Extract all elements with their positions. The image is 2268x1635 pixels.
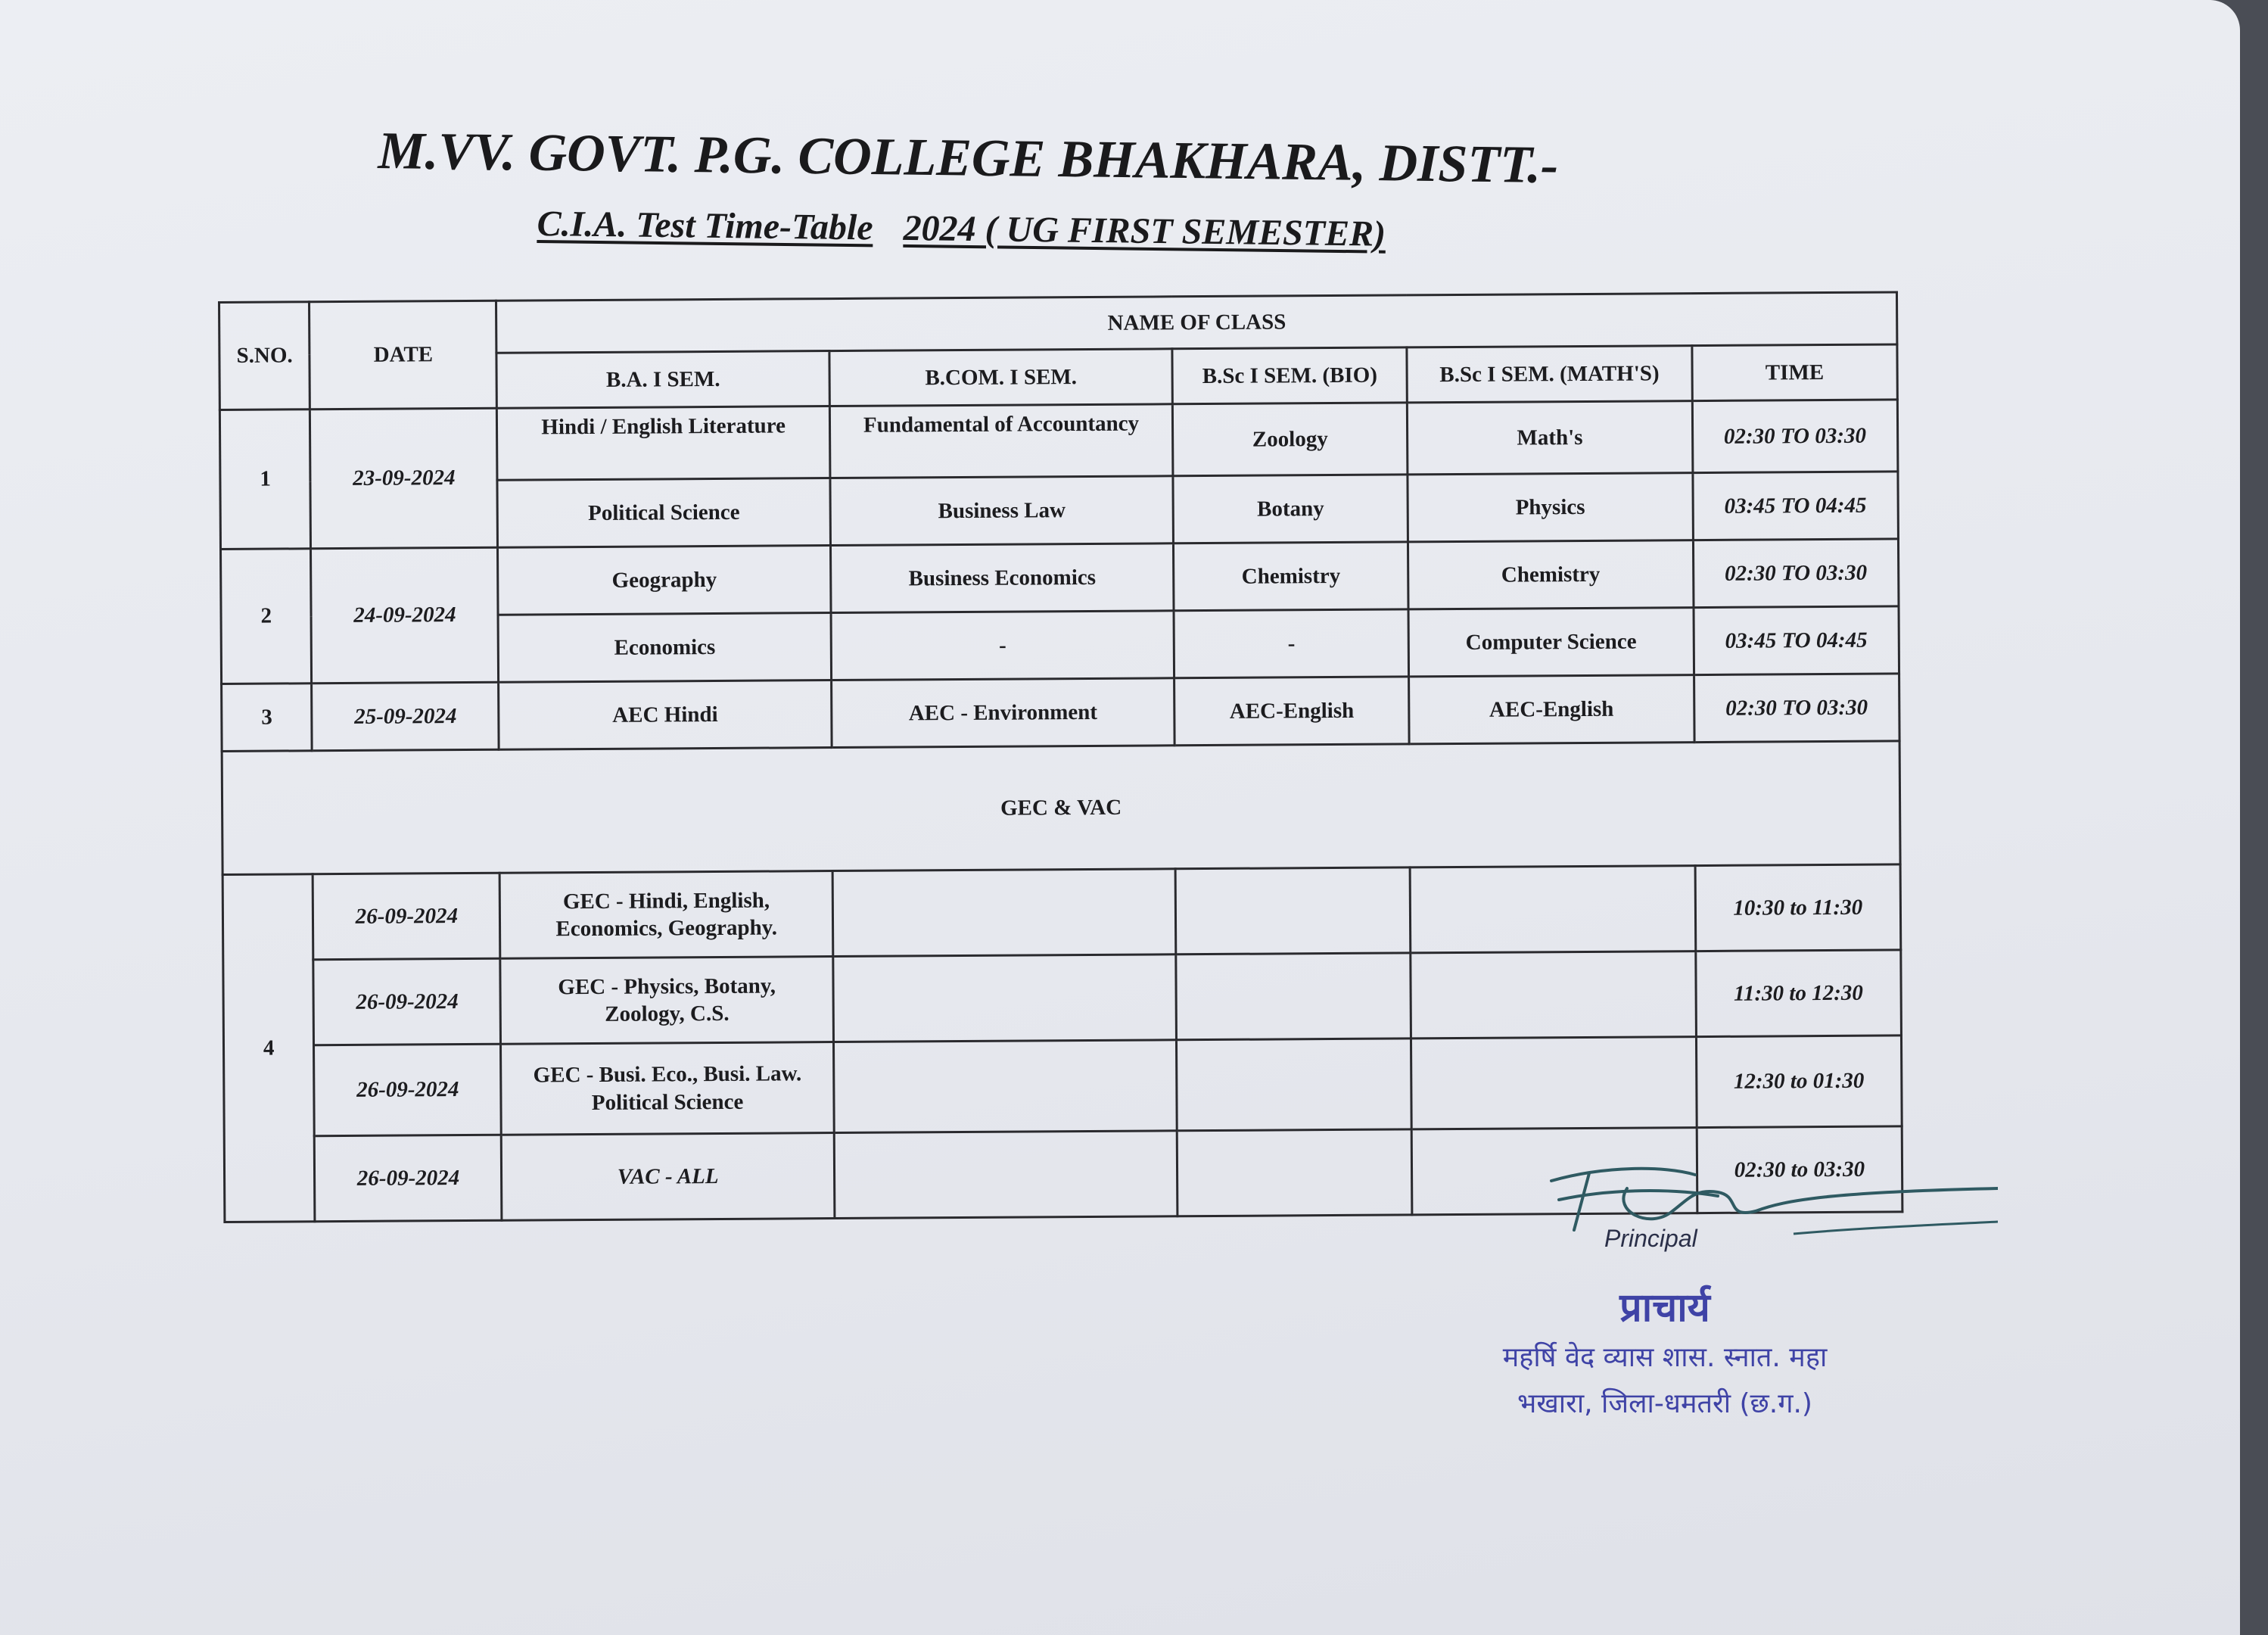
time-cell: 11:30 to 12:30 (1695, 950, 1901, 1037)
principal-seal (1483, 1279, 1846, 1421)
header-bcom: B.COM. I SEM. (829, 349, 1173, 406)
math-subject-cell: Computer Science (1408, 608, 1694, 677)
ba-subject-cell: Geography (498, 546, 831, 615)
math-subject-cell: Chemistry (1408, 540, 1694, 609)
empty-cell (1175, 867, 1410, 955)
header-sno: S.NO. (219, 302, 310, 410)
date-cell: 23-09-2024 (310, 408, 498, 549)
table-row (219, 400, 1898, 482)
header-bsc-bio: B.Sc I SEM. (BIO) (1172, 347, 1407, 404)
principal-label: Principal (1604, 1225, 1697, 1252)
sno-cell: 3 (222, 684, 313, 752)
seal-title: प्राचार्य (1619, 1285, 1710, 1331)
time-cell: 03:45 TO 04:45 (1693, 472, 1899, 540)
timetable-table (218, 291, 1903, 1223)
table-row (222, 741, 1900, 875)
gec-subject-cell (500, 957, 833, 1045)
sno-cell: 4 (222, 874, 315, 1222)
date-cell: 26-09-2024 (313, 873, 501, 960)
college-title: M.VV. GOVT. P.G. COLLEGE BHAKHARA, DISTT.- (378, 121, 1559, 195)
subtitle-test-name: C.I.A. Test Time-Table (537, 203, 873, 248)
bio-subject-cell: Chemistry (1174, 542, 1408, 611)
gec-subject-line: Political Science (591, 1089, 744, 1115)
sno-cell: 1 (219, 410, 311, 550)
time-cell: 12:30 to 01:30 (1696, 1036, 1902, 1128)
subtitle-year-semester: 2024 ( UG FIRST SEMESTER) (903, 207, 1386, 254)
bio-subject-cell: - (1174, 609, 1408, 678)
gec-vac-heading: GEC & VAC (222, 741, 1900, 875)
timetable-subtitle (537, 203, 1386, 255)
empty-cell (1176, 953, 1411, 1040)
bcom-subject-cell: AEC - Environment (831, 678, 1174, 748)
empty-cell (1178, 1129, 1412, 1216)
table-row (223, 950, 1902, 1046)
empty-cell (832, 869, 1176, 957)
gec-subject-line: GEC - Busi. Eco., Busi. Law. (533, 1061, 802, 1088)
bio-subject-cell: AEC-English (1174, 677, 1409, 746)
time-cell: 02:30 to 03:30 (1697, 1126, 1902, 1213)
empty-cell (1411, 951, 1696, 1039)
bcom-subject-cell: - (831, 611, 1174, 680)
date-cell: 24-09-2024 (311, 547, 499, 684)
ba-subject-cell: Political Science (497, 478, 830, 548)
bcom-subject-cell: Business Law (830, 476, 1174, 546)
empty-cell (1411, 1037, 1697, 1129)
time-cell: 02:30 TO 03:30 (1694, 674, 1899, 743)
time-cell: 02:30 TO 03:30 (1693, 539, 1899, 608)
empty-cell (834, 1131, 1178, 1219)
math-subject-cell: Physics (1408, 473, 1693, 542)
gec-subject-cell (501, 1042, 834, 1135)
table-row (221, 539, 1899, 617)
gec-subject-line: Economics, Geography. (555, 915, 777, 942)
empty-cell (1410, 866, 1695, 953)
bcom-subject-cell: Business Economics (830, 543, 1174, 613)
ba-subject-cell: AEC Hindi (499, 680, 832, 750)
table-row (222, 674, 1900, 752)
empty-cell (833, 955, 1177, 1042)
bio-subject-cell: Botany (1173, 475, 1408, 543)
header-date: DATE (310, 301, 497, 410)
ba-subject-cell: Economics (498, 613, 831, 683)
math-subject-cell: AEC-English (1409, 675, 1694, 744)
header-ba: B.A. I SEM. (496, 351, 829, 409)
date-cell: 25-09-2024 (312, 682, 499, 751)
time-cell: 03:45 TO 04:45 (1694, 606, 1899, 675)
gec-subject-line: GEC - Physics, Botany, (558, 973, 776, 1000)
bcom-subject-cell: Fundamental of Accountancy (829, 404, 1173, 478)
table-row (224, 1036, 1902, 1137)
empty-cell (833, 1040, 1177, 1133)
gec-subject-line: GEC - Hindi, English, (562, 888, 770, 914)
sno-cell: 2 (221, 549, 313, 684)
empty-cell (1177, 1039, 1411, 1131)
table-row (222, 864, 1901, 961)
ba-subject-cell: Hindi / English Literature (497, 406, 830, 481)
gec-subject-cell (500, 871, 833, 959)
header-time: TIME (1692, 344, 1898, 401)
math-subject-cell: Math's (1407, 401, 1692, 475)
date-cell: 26-09-2024 (313, 958, 501, 1045)
seal-address: भखारा, जिला-धमतरी (छ.ग.) (1517, 1388, 1812, 1419)
bio-subject-cell: Zoology (1173, 403, 1408, 476)
time-cell: 02:30 TO 03:30 (1692, 400, 1898, 473)
vac-subject-cell: VAC - ALL (502, 1133, 835, 1221)
seal-college-name: महर्षि वेद व्यास शास. स्नात. महा (1502, 1342, 1828, 1373)
date-cell: 26-09-2024 (315, 1135, 502, 1222)
date-cell: 26-09-2024 (314, 1044, 502, 1136)
header-name-of-class: NAME OF CLASS (496, 292, 1897, 353)
gec-subject-line: Zoology, C.S. (605, 1001, 730, 1026)
time-cell: 10:30 to 11:30 (1695, 864, 1901, 951)
header-bsc-math: B.Sc I SEM. (MATH'S) (1407, 346, 1692, 403)
